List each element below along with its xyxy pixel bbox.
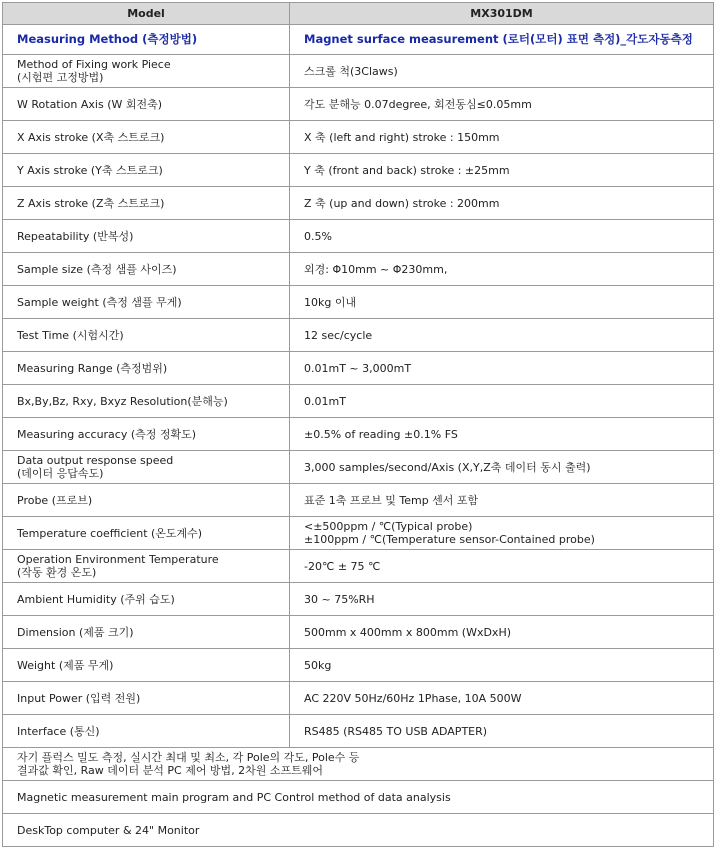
spec-value (290, 319, 714, 352)
spec-label-line: Weight (제품 무게) (17, 658, 114, 672)
spec-row (3, 286, 714, 319)
spec-value-line: 12 sec/cycle (304, 328, 373, 342)
spec-value (290, 583, 714, 616)
spec-row (3, 88, 714, 121)
spec-value (290, 484, 714, 517)
measuring-method-value: Magnet surface measurement (로터(모터) 표면 측정)_각도자동측정 (290, 25, 714, 55)
spec-value (290, 682, 714, 715)
spec-row (3, 55, 714, 88)
spec-row (3, 484, 714, 517)
spec-label-line: Interface (통신) (17, 724, 100, 738)
spec-label (3, 715, 290, 748)
spec-value-line: 10kg 이내 (304, 295, 357, 309)
spec-row (3, 517, 714, 550)
spec-value (290, 55, 714, 88)
spec-label (3, 484, 290, 517)
spec-value-line: Y 축 (front and back) stroke : ±25mm (304, 163, 510, 177)
spec-label (3, 583, 290, 616)
spec-row (3, 451, 714, 484)
software-text (3, 814, 714, 847)
spec-value (290, 121, 714, 154)
spec-label-line: Repeatability (반복성) (17, 229, 134, 243)
software-text-line: Magnetic measurement main program and PC Control method of data analysis (17, 790, 451, 804)
spec-label (3, 55, 290, 88)
spec-label (3, 187, 290, 220)
spec-row (3, 154, 714, 187)
header-model-value: MX301DM (290, 3, 714, 25)
spec-label-line: Bx,By,Bz, Rxy, Bxyz Resolution(분해능) (17, 394, 228, 408)
software-text-line: 결과값 확인, Raw 데이터 분석 PC 제어 방법, 2차원 소프트웨어 (17, 764, 324, 777)
spec-label-line: Input Power (입력 전원) (17, 691, 141, 705)
spec-label-line: (작동 환경 온도) (17, 566, 97, 579)
measuring-method-row (3, 25, 714, 55)
spec-value-line: 50kg (304, 658, 332, 672)
spec-label (3, 649, 290, 682)
software-text-line: DeskTop computer & 24" Monitor (17, 823, 200, 837)
spec-label (3, 88, 290, 121)
spec-row (3, 649, 714, 682)
spec-value-line: -20℃ ± 75 ℃ (304, 559, 381, 573)
spec-row (3, 715, 714, 748)
spec-label (3, 253, 290, 286)
spec-value-line: 500mm x 400mm x 800mm (WxDxH) (304, 625, 512, 639)
spec-value-line: RS485 (RS485 TO USB ADAPTER) (304, 724, 488, 738)
spec-label (3, 220, 290, 253)
spec-row (3, 583, 714, 616)
spec-value (290, 253, 714, 286)
software-row (3, 748, 714, 781)
spec-value (290, 385, 714, 418)
spec-value-line: AC 220V 50Hz/60Hz 1Phase, 10A 500W (304, 691, 522, 705)
spec-value (290, 715, 714, 748)
spec-value (290, 286, 714, 319)
spec-label (3, 682, 290, 715)
spec-label (3, 550, 290, 583)
header-row (3, 3, 714, 25)
spec-row (3, 385, 714, 418)
spec-value-line: 각도 분해능 0.07degree, 회전동심≤0.05mm (304, 97, 532, 111)
software-row (3, 814, 714, 847)
spec-label (3, 121, 290, 154)
spec-label-line: Measuring accuracy (측정 정확도) (17, 427, 197, 441)
software-row (3, 781, 714, 814)
spec-label-line: Method of Fixing work Piece (17, 58, 171, 71)
spec-value-line: <±500ppm / ℃(Typical probe) (304, 520, 473, 533)
spec-row (3, 616, 714, 649)
spec-label-line: Probe (프로브) (17, 493, 93, 507)
spec-row (3, 550, 714, 583)
spec-label-line: X Axis stroke (X축 스트로크) (17, 130, 165, 144)
spec-value-line: 0.01mT (304, 394, 346, 408)
spec-value-line: 0.5% (304, 229, 332, 243)
spec-value (290, 220, 714, 253)
spec-value (290, 649, 714, 682)
spec-label-line: (시험편 고정방법) (17, 71, 104, 84)
spec-label (3, 385, 290, 418)
measuring-method-label: Measuring Method (측정방법) (3, 25, 290, 55)
spec-value (290, 451, 714, 484)
spec-label (3, 319, 290, 352)
spec-value (290, 550, 714, 583)
spec-value (290, 88, 714, 121)
spec-value-line: 30 ~ 75%RH (304, 592, 375, 606)
spec-value-line: ±0.5% of reading ±0.1% FS (304, 427, 458, 441)
spec-value-line: X 축 (left and right) stroke : 150mm (304, 130, 500, 144)
software-text (3, 781, 714, 814)
spec-label (3, 418, 290, 451)
spec-label (3, 616, 290, 649)
header-model: Model (3, 3, 290, 25)
spec-label-line: Z Axis stroke (Z축 스트로크) (17, 196, 165, 210)
spec-row (3, 319, 714, 352)
spec-value-line: ±100ppm / ℃(Temperature sensor-Contained probe) (304, 533, 595, 546)
spec-value-line: 외경: Φ10mm ~ Φ230mm, (304, 262, 448, 276)
spec-label-line: Sample weight (측정 샘플 무게) (17, 295, 182, 309)
spec-value-line: 0.01mT ~ 3,000mT (304, 361, 412, 375)
spec-label-line: Temperature coefficient (온도계수) (17, 526, 203, 540)
spec-label (3, 154, 290, 187)
spec-label-line: Test Time (시험시간) (17, 328, 124, 342)
spec-row (3, 682, 714, 715)
spec-row (3, 253, 714, 286)
spec-value (290, 154, 714, 187)
spec-value-line: 3,000 samples/second/Axis (X,Y,Z축 데이터 동시 출력) (304, 460, 591, 474)
software-text (3, 748, 714, 781)
spec-value-line: 스크롤 척(3Claws) (304, 64, 398, 78)
spec-row (3, 220, 714, 253)
spec-label-line: W Rotation Axis (W 회전축) (17, 97, 163, 111)
software-text-line: 자기 플럭스 밀도 측정, 실시간 최대 및 최소, 각 Pole의 각도, Pole수 등 (17, 751, 360, 764)
spec-row (3, 121, 714, 154)
spec-value (290, 418, 714, 451)
spec-value (290, 616, 714, 649)
spec-label (3, 352, 290, 385)
spec-label-line: Operation Environment Temperature (17, 553, 219, 566)
spec-value-line: 표준 1축 프로브 및 Temp 센서 포함 (304, 493, 479, 507)
spec-value (290, 517, 714, 550)
spec-label-line: (데이터 응답속도) (17, 467, 104, 480)
spec-table (2, 2, 714, 847)
spec-label (3, 286, 290, 319)
spec-row (3, 187, 714, 220)
spec-value (290, 352, 714, 385)
spec-label-line: Y Axis stroke (Y축 스트로크) (17, 163, 163, 177)
spec-label (3, 517, 290, 550)
spec-label (3, 451, 290, 484)
spec-row (3, 418, 714, 451)
spec-label-line: Dimension (제품 크기) (17, 625, 134, 639)
spec-value-line: Z 축 (up and down) stroke : 200mm (304, 196, 500, 210)
spec-label-line: Sample size (측정 샘플 사이즈) (17, 262, 177, 276)
spec-row (3, 352, 714, 385)
spec-label-line: Data output response speed (17, 454, 174, 467)
spec-label-line: Ambient Humidity (주위 습도) (17, 592, 175, 606)
spec-label-line: Measuring Range (측정범위) (17, 361, 168, 375)
spec-value (290, 187, 714, 220)
